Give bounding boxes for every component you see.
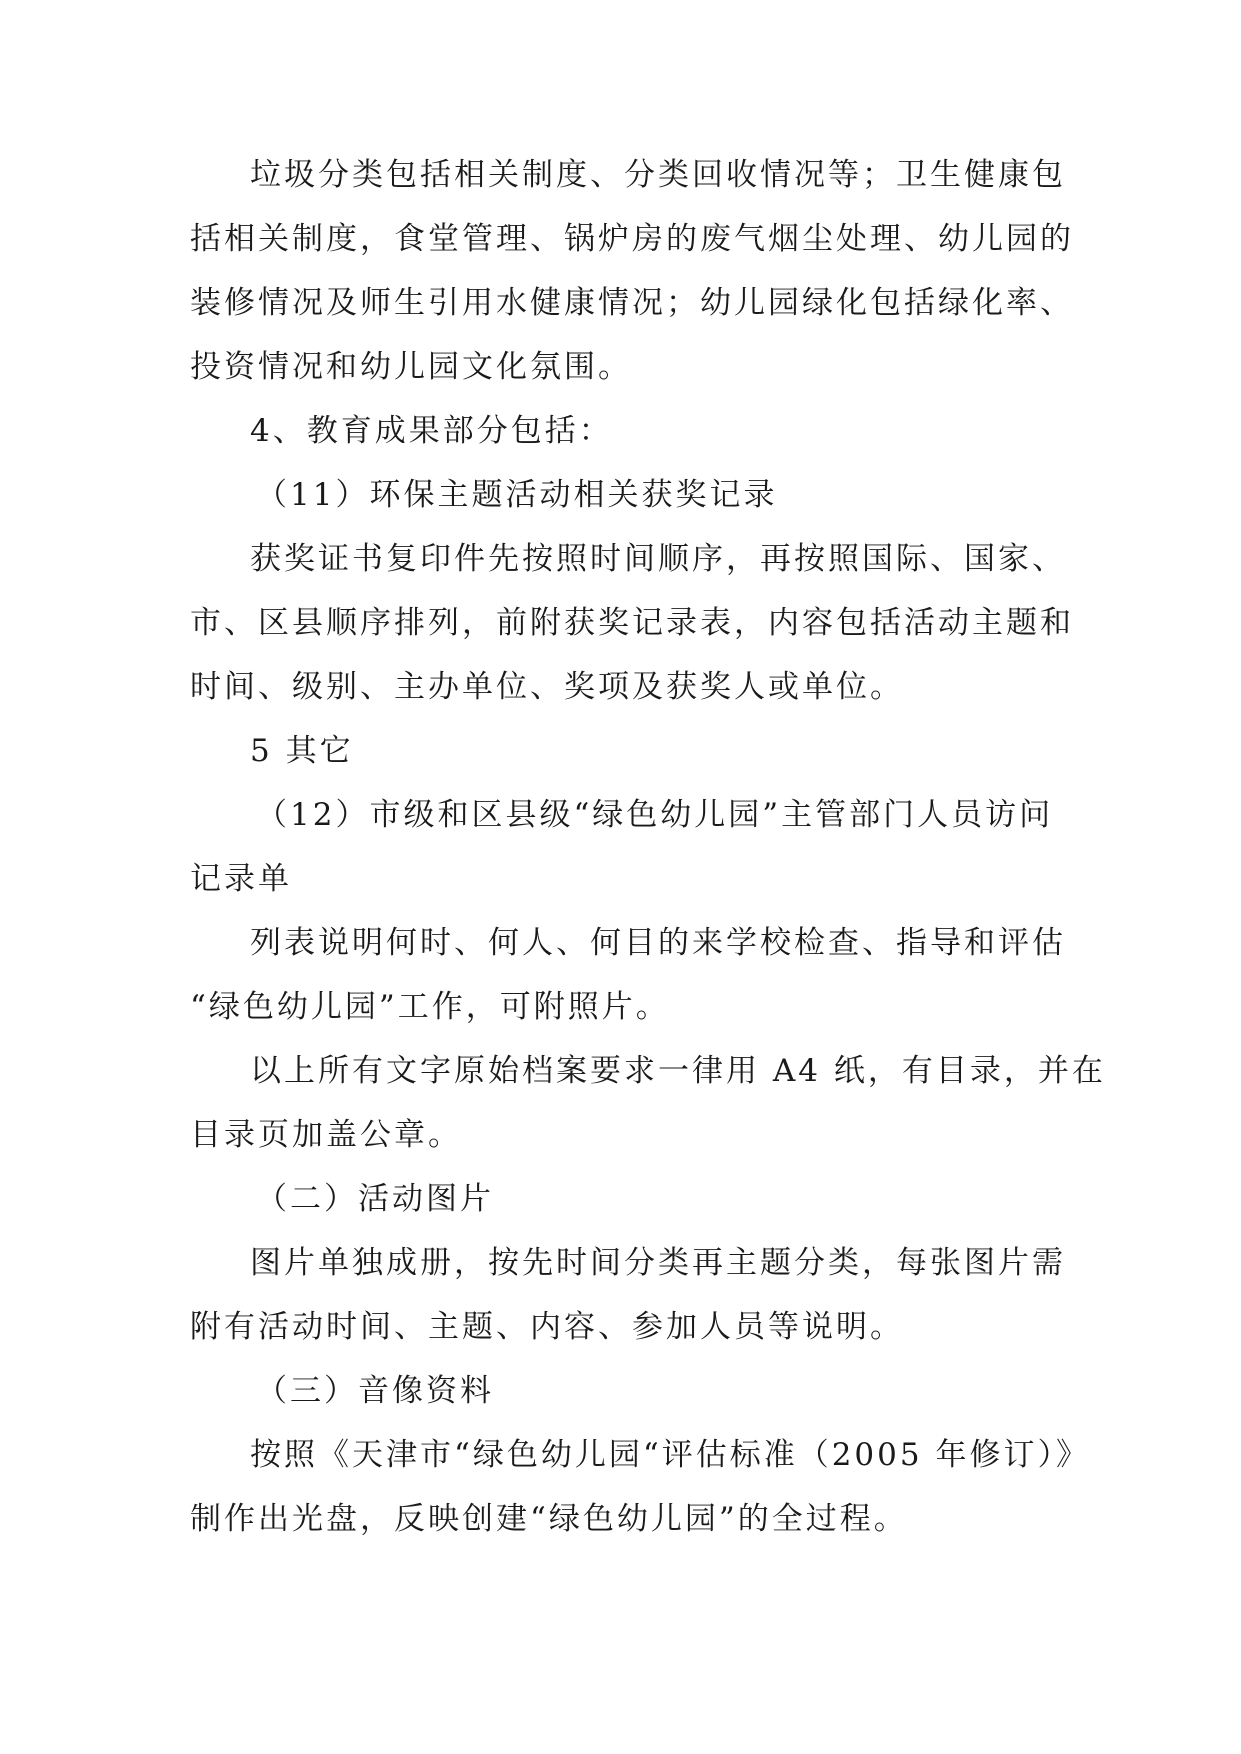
paragraph-line: 制作出光盘，反映创建“绿色幼儿园”的全过程。 [190,1501,908,1537]
paragraph-line: 目录页加盖公章。 [190,1117,462,1153]
paragraph-line: 市、区县顺序排列，前附获奖记录表，内容包括活动主题和 [190,605,1074,641]
paragraph-line: 装修情况及师生引用水健康情况；幼儿园绿化包括绿化率、 [190,285,1074,321]
paragraph-line: 以上所有文字原始档案要求一律用 A4 纸，有目录，并在 [250,1053,1106,1089]
section-heading: 5 其它 [250,733,354,769]
paragraph-line: 垃圾分类包括相关制度、分类回收情况等；卫生健康包 [250,157,1066,193]
paragraph-line: 图片单独成册，按先时间分类再主题分类，每张图片需 [250,1245,1066,1281]
paragraph-line: 附有活动时间、主题、内容、参加人员等说明。 [190,1309,904,1345]
paragraph-line: “绿色幼儿园”工作，可附照片。 [190,989,670,1025]
item-heading: （12）市级和区县级“绿色幼儿园”主管部门人员访问 [256,797,1054,833]
paragraph-line: 列表说明何时、何人、何目的来学校检查、指导和评估 [250,925,1066,961]
item-heading-continuation: 记录单 [190,861,292,897]
paragraph-line: 时间、级别、主办单位、奖项及获奖人或单位。 [190,669,904,705]
section-heading: 4、教育成果部分包括： [250,413,613,449]
item-heading: （11）环保主题活动相关获奖记录 [256,477,778,513]
paragraph-line: 投资情况和幼儿园文化氛围。 [190,349,632,385]
subsection-heading: （二）活动图片 [256,1181,494,1217]
subsection-heading: （三）音像资料 [256,1373,494,1409]
paragraph-line: 获奖证书复印件先按照时间顺序，再按照国际、国家、 [250,541,1066,577]
paragraph-line: 按照《天津市“绿色幼儿园“评估标准（2005 年修订）》 [250,1437,1090,1473]
paragraph-line: 括相关制度，食堂管理、锅炉房的废气烟尘处理、幼儿园的 [190,221,1074,257]
